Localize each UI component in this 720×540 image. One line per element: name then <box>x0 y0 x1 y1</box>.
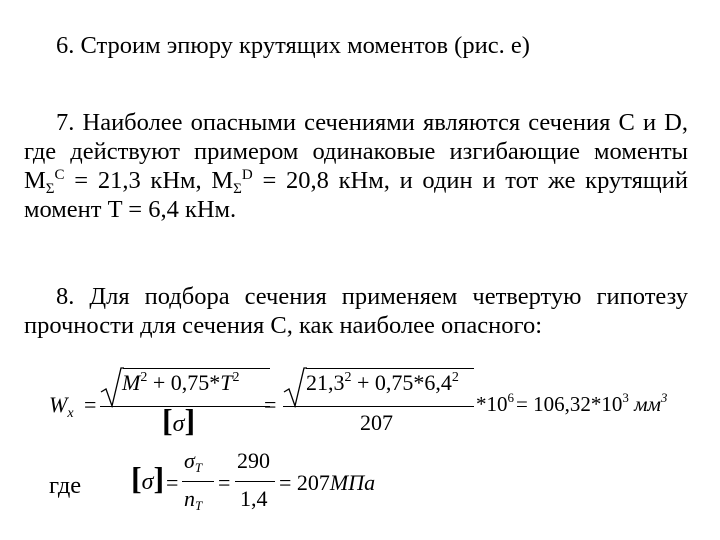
paragraph-8 <box>24 282 688 340</box>
denominator-207: 207 <box>360 410 393 435</box>
equals-2: = <box>264 392 277 417</box>
paragraph-7-text-a: 7. Наиболее опасными сечениями являются сечения С и D, где действуют примером одинаковые изгибающие моменты M <box>24 109 688 194</box>
value-6-4: 6,4 <box>424 370 452 395</box>
w-symbol: W <box>49 392 68 417</box>
paragraph-7-text-b: = 21,3 кНм, M <box>64 167 234 194</box>
sqrt-sign-1 <box>100 366 124 410</box>
value-290: 290 <box>237 448 270 473</box>
n-t: n <box>184 486 195 511</box>
unit-mm: мм <box>634 392 661 416</box>
sigma-subscript-2: Σ <box>233 181 242 197</box>
sigma-allowable-1: σ <box>172 411 185 437</box>
d-superscript: D <box>241 167 253 183</box>
value-1-4: 1,4 <box>240 486 268 511</box>
equals-1: = <box>84 392 97 417</box>
unit-mpa: МПа <box>329 470 376 495</box>
plus-coef-1: + 0,75 <box>152 370 210 395</box>
sqrt-sign-2 <box>283 366 307 410</box>
value-21-3: 21,3 <box>306 370 345 395</box>
result-207: = 207 <box>279 470 330 495</box>
paragraph-7-text-c: = 20,8 кНм, и один и тот же крутящий момент T = 6,4 кНм. <box>24 167 688 223</box>
paragraph-7 <box>24 108 688 224</box>
paragraph-6 <box>24 31 688 60</box>
sigma-t: σ <box>184 448 195 473</box>
paragraph-6-text: 6. Строим эпюру крутящих моментов (рис. е) <box>56 32 530 59</box>
t-symbol: T <box>220 370 233 395</box>
m-symbol: M <box>122 370 141 395</box>
sigma-subscript-1: Σ <box>45 181 55 197</box>
sigma-allowable-2: σ <box>141 469 154 495</box>
star-1: * <box>209 370 221 395</box>
where-label: где <box>49 472 82 499</box>
w-subscript: x <box>67 406 74 421</box>
m-exponent: 2 <box>140 370 148 385</box>
c-superscript: C <box>54 167 65 183</box>
paragraph-8-text: 8. Для подбора сечения применяем четвертую гипотезу прочности для сечения С, как наиболее опасного: <box>24 283 688 339</box>
result-106-32: = 106,32 <box>516 392 591 416</box>
t-exponent: 2 <box>232 370 240 385</box>
